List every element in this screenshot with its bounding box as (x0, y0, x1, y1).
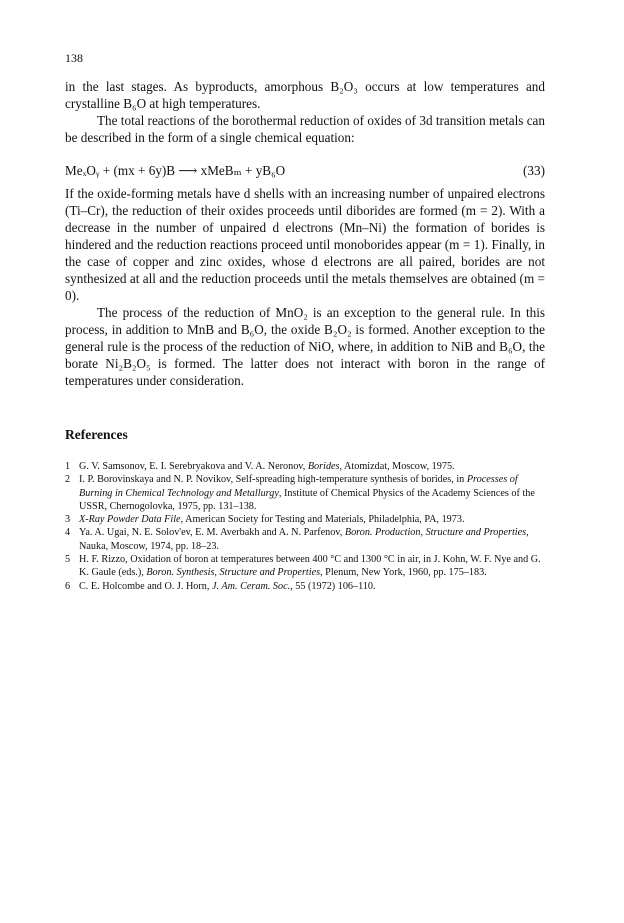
reference-title: J. Am. Ceram. Soc. (212, 580, 291, 592)
reference-number: 5 (65, 554, 71, 566)
references-heading: References (65, 427, 128, 442)
reference-item (65, 473, 545, 513)
reference-text: G. V. Samsonov, E. I. Serebryakova and V. A. Neronov, (79, 461, 308, 472)
reference-number: 2 (65, 474, 71, 486)
reference-text: , Plenum, New York, 1960, pp. 175–183. (320, 567, 487, 579)
reference-text: , 55 (1972) 106–110. (290, 580, 376, 592)
reference-title: X-Ray Powder Data File (79, 514, 181, 526)
page-number: 138 (65, 51, 83, 65)
reference-title: Borides (307, 461, 340, 472)
reference-text: Ya. A. Ugai, N. E. Solov'ev, E. M. Averbakh and A. N. Parfenov, (79, 527, 345, 539)
reference-text: , Institute of Chemical Physics of the Academy Sciences of the USSR, Chernogolovka, 1975, pp. 131–138. (79, 487, 535, 512)
references-list (65, 460, 545, 593)
main-text-top (65, 78, 545, 146)
paragraph-continuation: in the last stages. As byproducts, amorphous B₂O₃ occurs at low temperatures and crystalline B₆O at high temperatures. (65, 79, 545, 111)
reference-text: C. E. Holcombe and O. J. Horn, (79, 580, 212, 592)
paragraph-intro-equation: The total reactions of the borothermal reduction of oxides of 3d transition metals can be described in the form of a single chemical equation: (65, 113, 545, 145)
main-text-bottom (65, 185, 545, 389)
reference-text: , American Society for Testing and Materials, Philadelphia, PA, 1973. (180, 514, 465, 526)
reference-title: Boron. Synthesis, Structure and Properties (146, 567, 321, 579)
equation-number: (33) (523, 163, 545, 178)
reference-text: H. F. Rizzo, Oxidation of boron at temperatures between 400 °C and 1300 °C in air, in J. Kohn, W. F. Nye and G. K. Gaule (eds.), (79, 554, 541, 579)
reference-number: 6 (65, 580, 71, 592)
reference-text: , Nauka, Moscow, 1974, pp. 18–23. (79, 527, 529, 552)
reference-item (65, 526, 545, 553)
equation-33 (65, 162, 545, 179)
reference-text: I. P. Borovinskaya and N. P. Novikov, Self-spreading high-temperature synthesis of borides, in (79, 474, 467, 486)
paragraph-exceptions: The process of the reduction of MnO₂ is an exception to the general rule. In this process, in addition to MnB and B₆O, the oxide B₂O₂ is formed. Another exception to the general rule is the process of the reduction of NiO, where, in addition to NiB and B₆O, the borate Ni₂B₂O₅ is formed. The latter does not interact with boron in the range of temperatures under consideration. (65, 305, 545, 388)
reference-number: 3 (65, 514, 71, 526)
reference-text: , Atomizdat, Moscow, 1975. (339, 461, 455, 472)
reference-title: Boron. Production, Structure and Properties (344, 527, 527, 539)
reference-item (65, 580, 545, 593)
reference-item (65, 553, 545, 580)
reference-item (65, 513, 545, 526)
reference-title: Processes of Burning in Chemical Technology and Metallurgy (79, 474, 518, 499)
reference-number: 1 (65, 461, 71, 472)
paragraph-d-shells: If the oxide-forming metals have d shells with an increasing number of unpaired electrons (Ti–Cr), the reduction of their oxides proceeds until diborides are formed (m = 2). With a decrease in the number of unpaired d electrons (Mn–Ni) the formation of borides is hindered and the reduction reactions proceed until monoborides appear (m = 1). Finally, in the case of copper and zinc oxides, whose d electrons are all paired, borides are not synthesized at all and the reduction proceeds until the metals themselves are obtained (m = 0). (65, 186, 545, 303)
reference-item (65, 460, 545, 473)
reference-number: 4 (65, 527, 71, 539)
equation-text: MeₓOᵧ + (mx + 6y)B ⟶ xMeBₘ + yB₆O (65, 163, 286, 178)
